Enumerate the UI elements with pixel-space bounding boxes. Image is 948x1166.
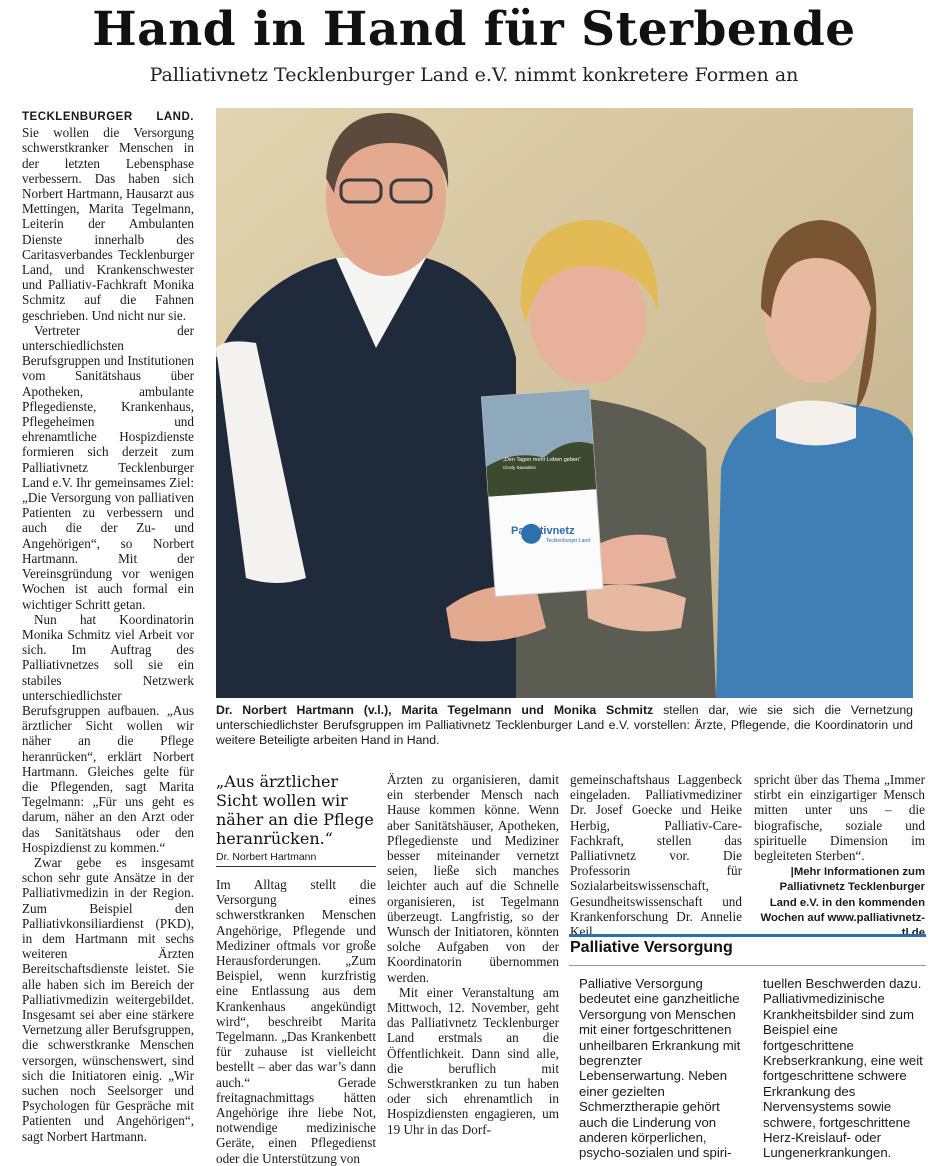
paragraph: Im Alltag stellt die Versorgung eines schwerstkranken Menschen Angehörige, Pflegende und Mediziner oftmals vor große Herausforderungen. „Zum Beispiel, wenn kurzfristig eine Entlassung aus dem Krankenhaus angekündigt wird“, beschreibt Marita Tegelmann. „Das Krankenbett für zuhause ist vielleicht bestellt – aber das war’s dann auch.“ Gerade freitagnachmittags hätten Angehörige ihre liebe Not, notwendige medizinische Geräte, einen Pflegedienst oder die Unterstützung von (216, 877, 376, 1166)
paragraph (22, 108, 194, 323)
quote-divider (216, 866, 376, 867)
pull-quote (216, 772, 376, 863)
paragraph-text: Sie wollen die Versorgung schwerstkranker Menschen in der letzten Lebensphase verbessern. Das haben sich Norbert Hartmann, Hausarzt aus Mettingen, Marita Tegelmann, Leiterin der Ambulanten Dienste innerhalb des Caritasverbandes Tecklenburger Land, und Krankenschwester und Palliativ-Fachkraft Monika Schmitz auf die Fahnen geschrieben. Und nicht nur sie. (22, 125, 194, 323)
paragraph: gemeinschaftshaus Laggenbeck eingeladen. Palliativmediziner Dr. Josef Goecke und Heike Herbig, Palliativ-Care-Fachkraft, stellen das Palliativnetz vor. Die Professorin für Sozialarbeitswissenschaft, Gesundheitswissenschaft und Krankenforschung Dr. Annelie Keil (570, 772, 742, 940)
info-box-divider (569, 965, 926, 966)
caption-names: Dr. Norbert Hartmann (v.l.), Marita Tegelmann und Monika Schmitz (216, 703, 654, 717)
article-column-1 (22, 108, 194, 1144)
article-column-2 (216, 877, 376, 1166)
flyer-brand: Palliativnetz (511, 525, 575, 537)
caption-text: stellen dar, wie sie sich die Vernetzung unterschiedlichster Berufsgruppen im Palliativnetz Tecklenburger Land e.V. vorstellen: Ärzte, Pflegende, die Koordinatorin und weitere Beteiligte arbeiten Hand in Hand. (216, 703, 913, 748)
quote-author: Dr. Norbert Hartmann (216, 851, 317, 863)
paragraph: spricht über das Thema „Immer stirbt ein einzigartiger Mensch mitten unter uns – die biografische, soziale und spirituelle Dimension im begleiteten Sterben“. (754, 772, 925, 864)
person-right-dress (716, 403, 913, 698)
more-info-note: |Mehr Informationen zum Palliativnetz Tecklenburger Land e.V. in den kommenden Wochen auf www.palliativnetz-tl.de (760, 866, 925, 940)
paragraph: Vertreter der unterschiedlichsten Berufsgruppen und Institutionen vom Sanitätshaus über Apotheken, ambulante Pflegedienste, Krankenhaus, Pflegeheimen und ehrenamtliche Hospizdienste formieren sich derzeit zum Palliativnetz Tecklenburger Land e.V. Ihr gemeinsames Ziel: „Die Versorgung von palliativen Patienten zu verbessern und auch die der Zu- und Angehörigen“, so Norbert Hartmann. Mit der Vereinsgründung vor wenigen Wochen ist auch formal ein wichtiger Schritt getan. (22, 322, 194, 612)
paragraph: Mit einer Veranstaltung am Mittwoch, 12. November, geht das Palliativnetz Tecklenburger Land erstmals an die Öffentlichkeit. Dann sind alle, die beruflich mit Schwerstkranken zu tun haben oder sich ehrenamtlich in Hospizdiensten engagieren, um 19 Uhr in das Dorf- (387, 984, 559, 1137)
article-photo (216, 108, 913, 698)
article-column-5 (754, 772, 925, 941)
quote-text: „Aus ärztlicher Sicht wollen wir näher an die Pflege heranrücken.“ (216, 772, 374, 848)
paragraph: Nun hat Koordinatorin Monika Schmitz viel Arbeit vor sich. Im Auftrag des Palliativnetzes soll sie ein stabiles Netzwerk unterschiedlichster Berufsgruppen aufbauen. „Aus ärztlicher Sicht wollen wir näher an die Pflege heranrücken“, erklärt Norbert Hartmann. Gleiches gelte für die Pflegenden, sagt Marita Tegelmann: „Für uns geht es darum, näher an den Arzt oder das Sanitätshaus oder den Hospizdienst zu kommen.“ (22, 611, 194, 855)
info-box-text-left: Palliative Versorgung bedeutet eine ganzheitliche Versorgung von Menschen mit einer fortgeschrittenen unheilbaren Erkrankung mit begrenzter Lebenserwartung. Neben einer gezielten Schmerztherapie gehört auch die Linderung von anderen körperlichen, psycho-sozialen und spiri- (579, 976, 741, 1161)
info-box-title: Palliative Versorgung (570, 939, 733, 956)
flyer-brand-sub: Tecklenburger Land (546, 538, 590, 544)
article-column-3 (387, 772, 559, 1137)
subhead: Palliativnetz Tecklenburger Land e.V. nimmt konkretere Formen an (149, 64, 799, 86)
headline: Hand in Hand für Sterbende (92, 2, 856, 57)
photo-caption (216, 703, 913, 749)
article-column-4 (570, 772, 742, 939)
flyer-quote: „Den Tagen mehr Leben geben“ (503, 457, 581, 463)
paragraph: Zwar gebe es insgesamt schon sehr gute Ansätze in der Palliativmedizin in der Region. Zum Beispiel den Palliativkonsiliardienst (PKD), in dem Hartmann mit sechs weiteren Ärzten Bereitschaftsdienste leistet. Sie alle haben sich im Bereich der Palliativmedizin weitergebildet. Insgesamt sei aber eine stärkere Vernetzung aller Berufsgruppen, die schwerstkranke Menschen versorgen, wünschenswert, sind sich die Initiatoren einig. „Wir suchen noch Seelsorger und Psychologen für Gespräche mit Patienten und Angehörigen“, sagt Norbert Hartmann. (22, 854, 194, 1144)
info-box (569, 934, 926, 1161)
dateline: TECKLENBURGER LAND. (22, 111, 194, 123)
flyer (482, 389, 604, 596)
photo-illustration (216, 108, 913, 698)
paragraph: Ärzten zu organisieren, damit ein sterbender Mensch nach Hause kommen könne. Wenn aber Sanitätshäuser, Apotheken, Pflegedienste und Mediziner besser miteinander vernetzt seien, ließe sich manches leichter auch auf die Schnelle organisieren, ist Tegelmann überzeugt. Langfristig, so der Wunsch der Initiatoren, könnten solche Aufgaben von der Koordinatorin übernommen werden. (387, 772, 559, 985)
info-box-text-right: tuellen Beschwerden dazu. Palliativmedizinische Krankheitsbilder sind zum Beispiel eine fortgeschrittene Krebserkrankung, eine weit fortgeschrittene schwere Erkrankung des Nervensystems sowie schwere, fortgeschrittene Herz-Kreislauf- oder Lungenerkrankungen. (763, 976, 923, 1161)
flyer-quote-author: Cicely Saunders (503, 465, 536, 470)
